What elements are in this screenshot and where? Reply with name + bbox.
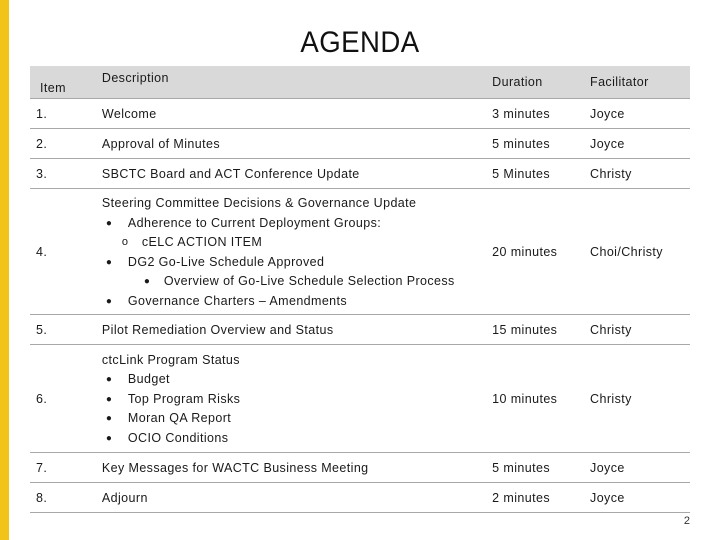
list-item bbox=[102, 409, 486, 429]
item-duration: 2 minutes bbox=[486, 483, 584, 513]
header-description: Description bbox=[96, 66, 486, 99]
item-facilitator: Christy bbox=[584, 315, 690, 345]
item-facilitator: Joyce bbox=[584, 453, 690, 483]
header-facilitator: Facilitator bbox=[584, 66, 690, 99]
list-item bbox=[102, 429, 486, 449]
agenda-table bbox=[30, 66, 690, 513]
item-facilitator: Joyce bbox=[584, 99, 690, 129]
list-item bbox=[102, 292, 486, 312]
item-facilitator: Choi/Christy bbox=[584, 189, 690, 315]
item-description: Approval of Minutes bbox=[96, 129, 486, 159]
bullet-icon: ● bbox=[105, 432, 113, 444]
bullet-icon: ● bbox=[105, 256, 113, 268]
list-item bbox=[102, 370, 486, 390]
table-row bbox=[30, 159, 690, 189]
list-item-label: OCIO Conditions bbox=[127, 430, 229, 445]
list-item bbox=[102, 214, 486, 234]
item-number: 5. bbox=[30, 315, 96, 345]
header-duration: Duration bbox=[486, 66, 584, 99]
item-description: Adjourn bbox=[96, 483, 486, 513]
table-header-row bbox=[30, 66, 690, 99]
item-description: Welcome bbox=[96, 99, 486, 129]
list-item-label: Overview of Go-Live Schedule Selection Process bbox=[163, 274, 455, 288]
item-facilitator: Christy bbox=[584, 159, 690, 189]
item-number: 1. bbox=[30, 99, 96, 129]
bullet-icon: ● bbox=[105, 374, 113, 386]
page-title: AGENDA bbox=[300, 26, 420, 59]
list-item bbox=[102, 233, 486, 253]
item-description-block bbox=[96, 345, 486, 453]
item-duration: 5 minutes bbox=[486, 129, 584, 159]
list-item-label: Moran QA Report bbox=[127, 411, 232, 426]
item-duration: 5 minutes bbox=[486, 453, 584, 483]
item-number: 6. bbox=[30, 345, 96, 453]
table-row bbox=[30, 315, 690, 345]
item-description: Steering Committee Decisions & Governance Update bbox=[101, 196, 417, 210]
list-item-label: DG2 Go-Live Schedule Approved bbox=[127, 254, 325, 269]
list-item-label: Top Program Risks bbox=[127, 391, 241, 406]
bullet-icon: ● bbox=[143, 276, 151, 287]
page-number: 2 bbox=[683, 515, 690, 527]
item-duration: 10 minutes bbox=[486, 345, 584, 453]
table-row bbox=[30, 453, 690, 483]
circle-bullet-icon: o bbox=[121, 236, 129, 248]
bullet-icon: ● bbox=[105, 217, 113, 229]
item-description: ctcLink Program Status bbox=[101, 352, 240, 367]
list-item bbox=[102, 390, 486, 410]
list-item-label: Governance Charters – Amendments bbox=[127, 293, 348, 308]
table-row bbox=[30, 483, 690, 513]
item-description-block bbox=[96, 189, 486, 315]
item-number: 2. bbox=[30, 129, 96, 159]
table-row bbox=[30, 129, 690, 159]
table-row bbox=[30, 189, 690, 315]
item-facilitator: Joyce bbox=[584, 483, 690, 513]
table-row bbox=[30, 99, 690, 129]
list-item-label: Adherence to Current Deployment Groups: bbox=[127, 215, 382, 230]
item-facilitator: Joyce bbox=[584, 129, 690, 159]
item-description: Key Messages for WACTC Business Meeting bbox=[96, 453, 486, 483]
table-row bbox=[30, 345, 690, 453]
list-item-label: cELC ACTION ITEM bbox=[141, 235, 263, 249]
item-duration: 20 minutes bbox=[486, 189, 584, 315]
accent-bar bbox=[0, 0, 9, 540]
item-number: 3. bbox=[30, 159, 96, 189]
item-description: SBCTC Board and ACT Conference Update bbox=[96, 159, 486, 189]
bullet-icon: ● bbox=[105, 295, 113, 307]
bullet-icon: ● bbox=[105, 413, 113, 425]
item-description: Pilot Remediation Overview and Status bbox=[96, 315, 486, 345]
list-item-label: Budget bbox=[127, 372, 170, 387]
list-item bbox=[102, 253, 486, 273]
item-duration: 15 minutes bbox=[486, 315, 584, 345]
list-item bbox=[102, 272, 486, 292]
header-item: Item bbox=[30, 66, 96, 99]
item-number: 7. bbox=[30, 453, 96, 483]
item-number: 4. bbox=[30, 189, 96, 315]
item-facilitator: Christy bbox=[584, 345, 690, 453]
item-duration: 3 minutes bbox=[486, 99, 584, 129]
item-duration: 5 Minutes bbox=[486, 159, 584, 189]
item-number: 8. bbox=[30, 483, 96, 513]
bullet-icon: ● bbox=[105, 393, 113, 405]
